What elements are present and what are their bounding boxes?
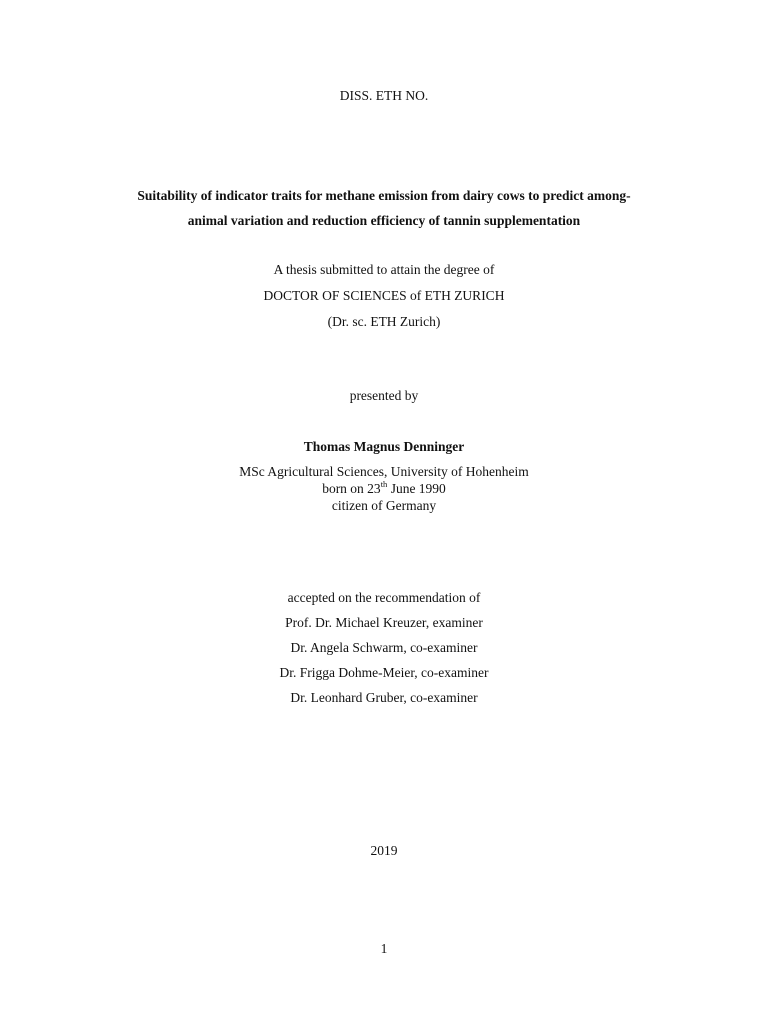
thesis-title-line-2: animal variation and reduction efficiency of tannin supplementation bbox=[187, 213, 581, 228]
committee-member: Prof. Dr. Michael Kreuzer, examiner bbox=[285, 615, 483, 630]
page-number: 1 bbox=[380, 941, 388, 956]
presented-by-label: presented by bbox=[349, 388, 419, 403]
author-birth-date bbox=[0, 478, 768, 497]
author-qualification: MSc Agricultural Sciences, University of Hohenheim bbox=[239, 464, 529, 479]
author-citizenship: citizen of Germany bbox=[331, 498, 437, 513]
committee-intro: accepted on the recommendation of bbox=[287, 590, 481, 605]
thesis-year: 2019 bbox=[370, 843, 398, 858]
degree-statement: A thesis submitted to attain the degree of bbox=[273, 262, 495, 277]
birth-date-suffix: June 1990 bbox=[387, 481, 446, 496]
committee-member: Dr. Leonhard Gruber, co-examiner bbox=[290, 690, 478, 705]
committee-member: Dr. Angela Schwarm, co-examiner bbox=[290, 640, 478, 655]
degree-name: DOCTOR OF SCIENCES of ETH ZURICH bbox=[263, 288, 505, 303]
birth-date-ordinal: th bbox=[380, 478, 388, 489]
author-name: Thomas Magnus Denninger bbox=[303, 439, 465, 454]
birth-date-prefix: born on 23 bbox=[322, 481, 381, 496]
committee-member: Dr. Frigga Dohme-Meier, co-examiner bbox=[279, 665, 489, 680]
thesis-title-line-1: Suitability of indicator traits for methane emission from dairy cows to predict among- bbox=[137, 188, 631, 203]
degree-abbreviation: (Dr. sc. ETH Zurich) bbox=[327, 314, 441, 329]
diss-number: DISS. ETH NO. bbox=[339, 88, 429, 103]
